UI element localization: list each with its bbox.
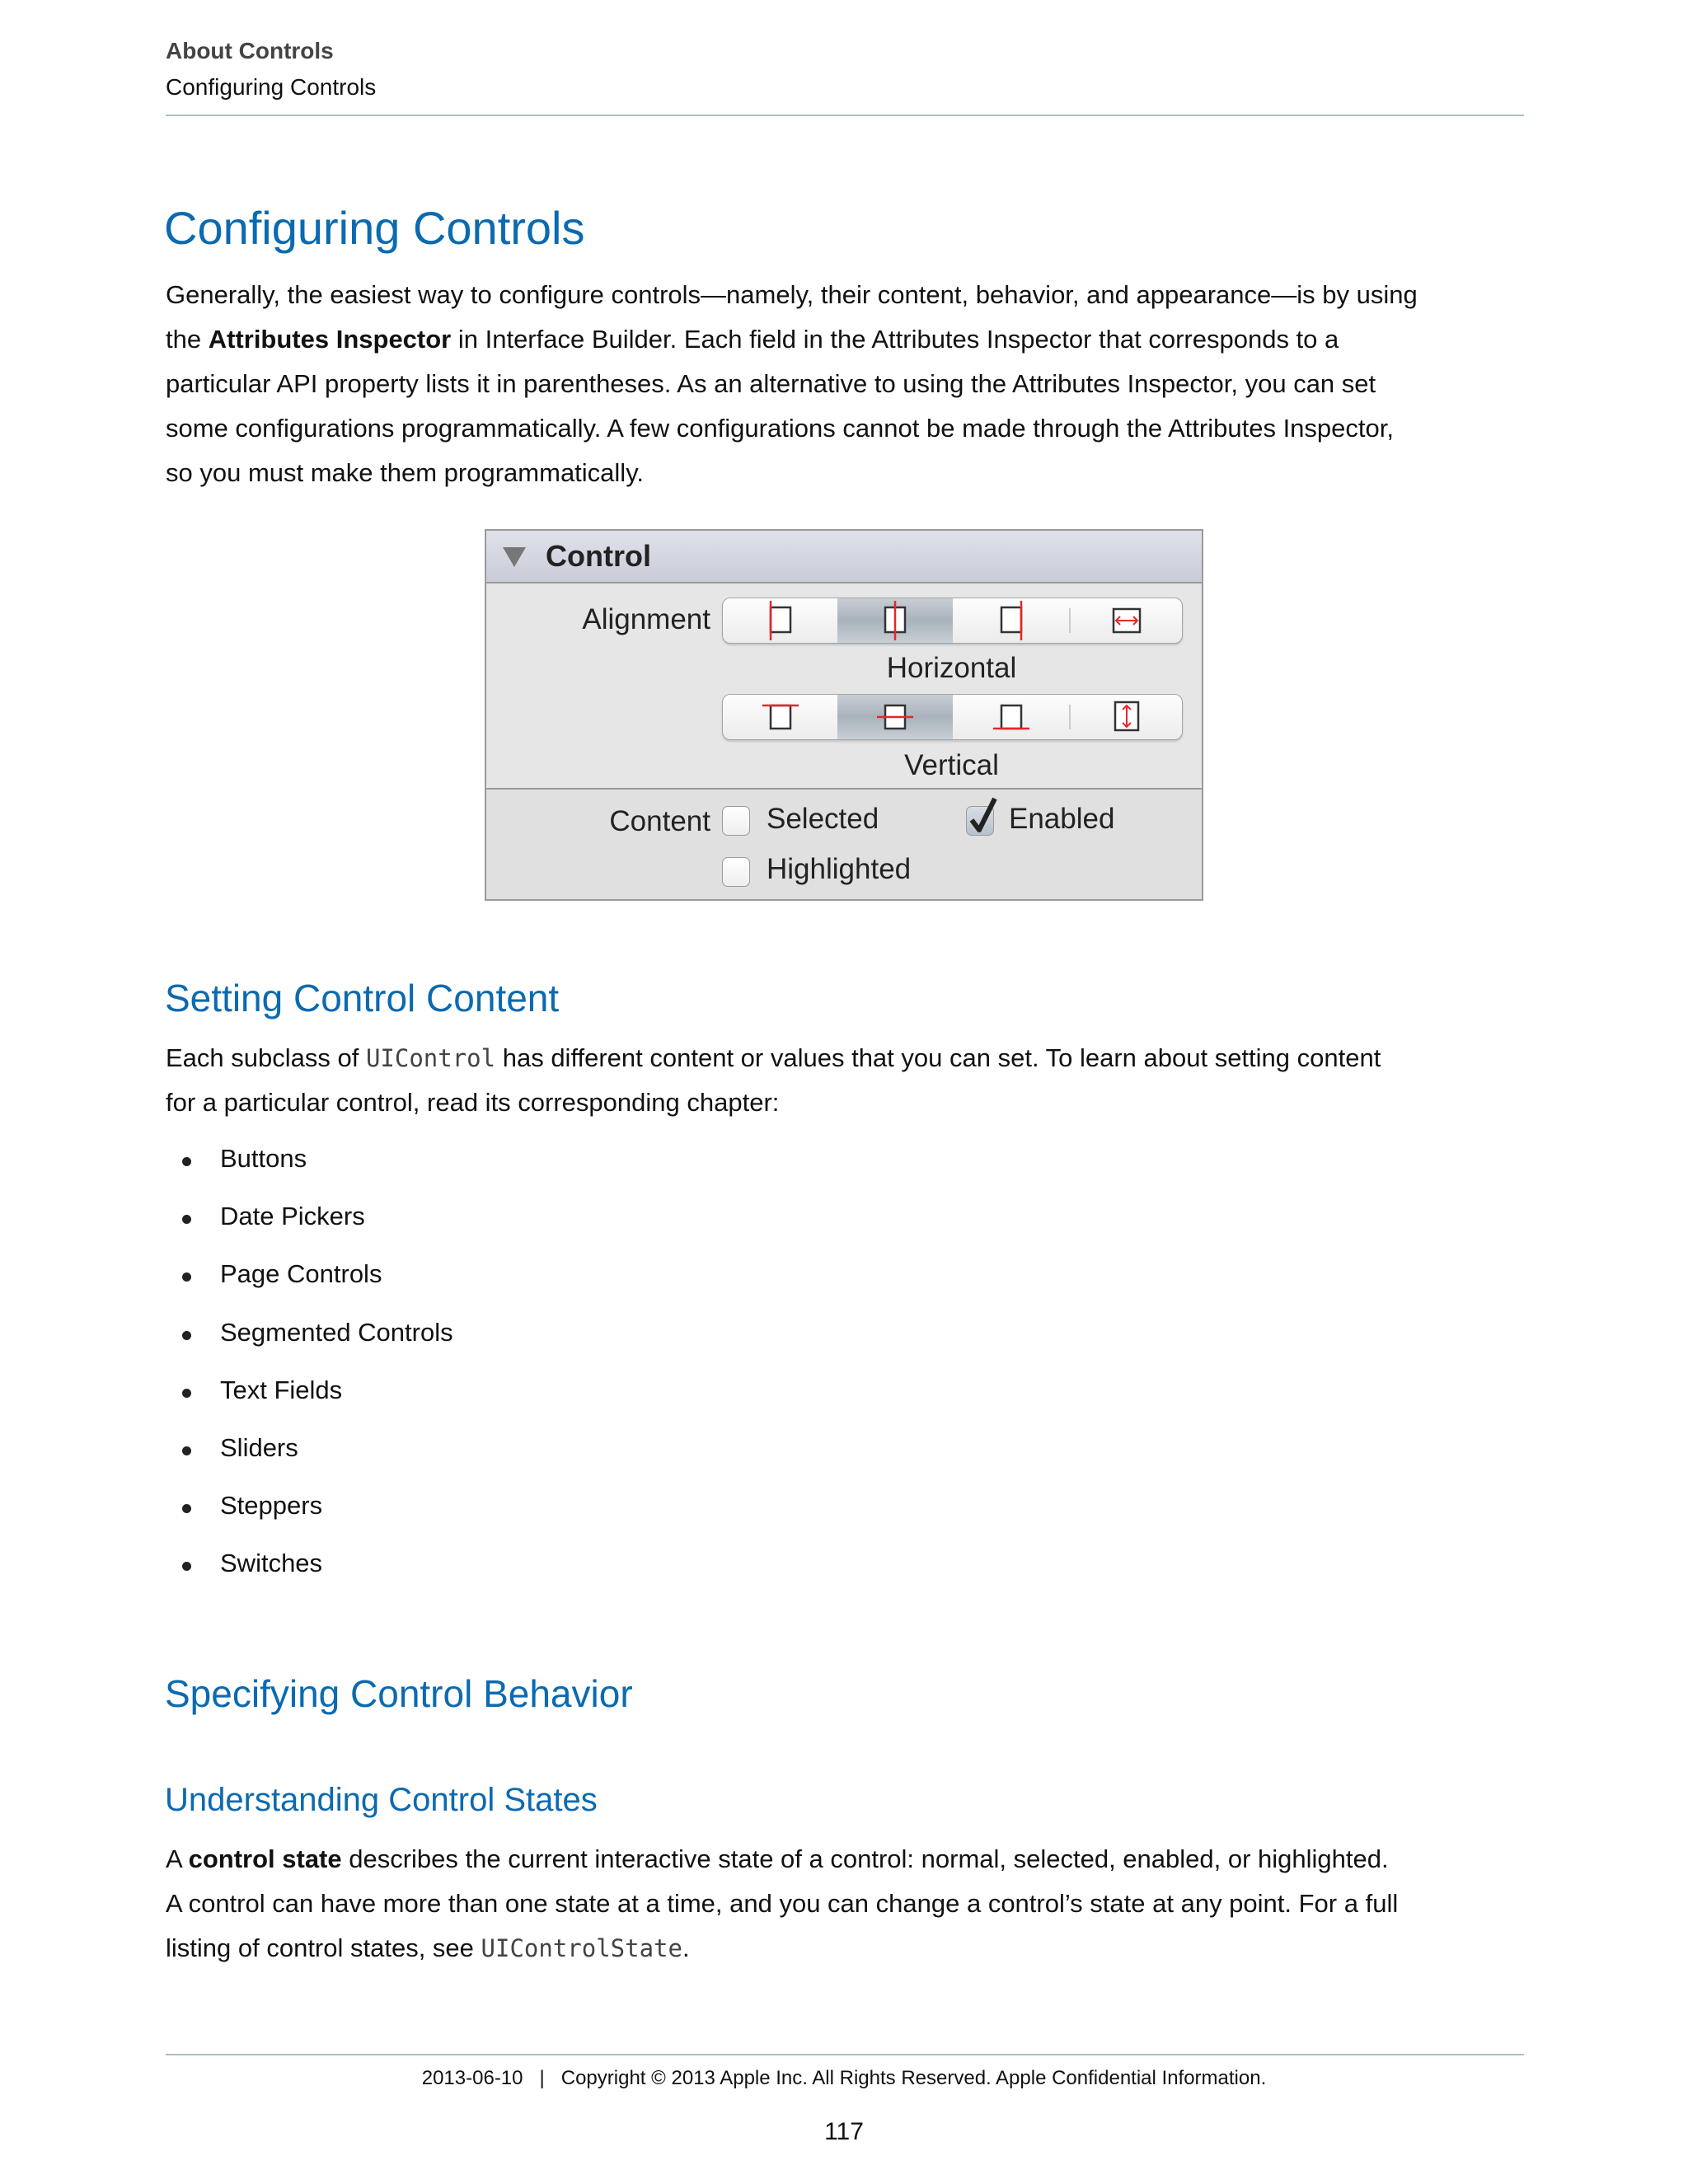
align-right-icon (995, 599, 1028, 642)
intro-line: some configurations programmatically. A few configurations cannot be made through the Attributes Inspector, (166, 414, 1394, 443)
content-paragraph: Each subclass of UIControl has different content or values that you can set. To learn about setting content for a particular control, read its corresponding chapter: (166, 1043, 1381, 1117)
bullet-icon (182, 1272, 191, 1282)
selected-checkbox[interactable] (722, 806, 750, 836)
align-center-vertical-icon (874, 696, 917, 738)
bullet-icon (182, 1157, 191, 1166)
align-top-segment[interactable] (723, 695, 838, 739)
align-center-horizontal-icon (879, 599, 912, 642)
content-label: Content (609, 805, 710, 837)
header-rule (166, 115, 1524, 116)
highlighted-checkbox-label: Highlighted (767, 853, 912, 885)
intro-line: particular API property lists it in parentheses. As an alternative to using the Attributes Inspector, you can set (166, 369, 1376, 398)
fill-horizontal-icon (1110, 599, 1143, 642)
uicontrol-code: UIControl (365, 1044, 496, 1072)
align-left-segment[interactable] (723, 598, 838, 643)
intro-line: the Attributes Inspector in Interface Builder. Each field in the Attributes Inspector that corresponds to a (166, 325, 1339, 354)
control-panel-header[interactable] (486, 531, 1202, 583)
section-heading-behavior: Specifying Control Behavior (165, 1672, 633, 1715)
align-center-horizontal-segment[interactable] (837, 598, 953, 643)
align-fill-horizontal-segment[interactable] (1071, 598, 1182, 643)
align-bottom-segment[interactable] (954, 695, 1069, 739)
align-left-icon (764, 599, 797, 642)
horizontal-alignment-segmented-control[interactable] (722, 598, 1183, 644)
footer-rule (166, 2054, 1524, 2055)
states-paragraph: A control state describes the current interactive state of a control: normal, selected, enabled, or highlighted. A control can have more than one state at a time, and you can change a control’s state at any point. For a full listing of control states, see UIControlState. (166, 1844, 1399, 1962)
subsection-heading-states: Understanding Control States (165, 1782, 598, 1818)
checkmark-icon (967, 795, 1000, 837)
attributes-inspector-term: Attributes Inspector (208, 325, 452, 354)
align-center-vertical-segment[interactable] (837, 695, 953, 739)
highlighted-checkbox[interactable] (722, 857, 750, 887)
running-header-chapter: About Controls (166, 38, 334, 63)
attributes-inspector-figure (485, 529, 1203, 901)
enabled-checkbox-label: Enabled (1009, 803, 1115, 835)
vertical-alignment-segmented-control[interactable] (722, 694, 1183, 740)
align-right-segment[interactable] (954, 598, 1069, 643)
align-fill-vertical-segment[interactable] (1071, 695, 1182, 739)
alignment-label: Alignment (582, 603, 710, 635)
uicontrolstate-code[interactable]: UIControlState (481, 1934, 682, 1962)
align-bottom-icon (990, 696, 1033, 738)
intro-paragraph (166, 273, 1418, 495)
disclosure-triangle-icon[interactable] (503, 547, 526, 567)
bullet-icon (182, 1389, 191, 1398)
control-state-term: control state (188, 1844, 342, 1873)
vertical-label: Vertical (904, 749, 999, 781)
enabled-checkbox[interactable] (966, 806, 994, 836)
footer-copyright: 2013-06-10 | Copyright © 2013 Apple Inc. All Rights Reserved. Apple Confidential Information. (421, 2067, 1267, 2089)
bullet-icon (182, 1215, 191, 1224)
bullet-icon (182, 1504, 191, 1513)
intro-line: Generally, the easiest way to configure controls—namely, their content, behavior, and appearance—is by using (166, 280, 1418, 309)
bullet-icon (182, 1562, 191, 1571)
page-number: 117 (824, 2118, 864, 2145)
panel-title: Control (546, 539, 651, 573)
page-title: Configuring Controls (164, 202, 585, 254)
bullet-icon (182, 1331, 191, 1340)
intro-line: so you must make them programmatically. (166, 458, 645, 487)
fill-vertical-icon (1110, 696, 1143, 738)
horizontal-label: Horizontal (886, 652, 1017, 684)
section-heading-content: Setting Control Content (165, 977, 560, 1019)
bullet-icon (182, 1446, 191, 1455)
selected-checkbox-label: Selected (767, 803, 879, 835)
running-header-section: Configuring Controls (166, 74, 377, 100)
align-top-icon (759, 696, 802, 738)
